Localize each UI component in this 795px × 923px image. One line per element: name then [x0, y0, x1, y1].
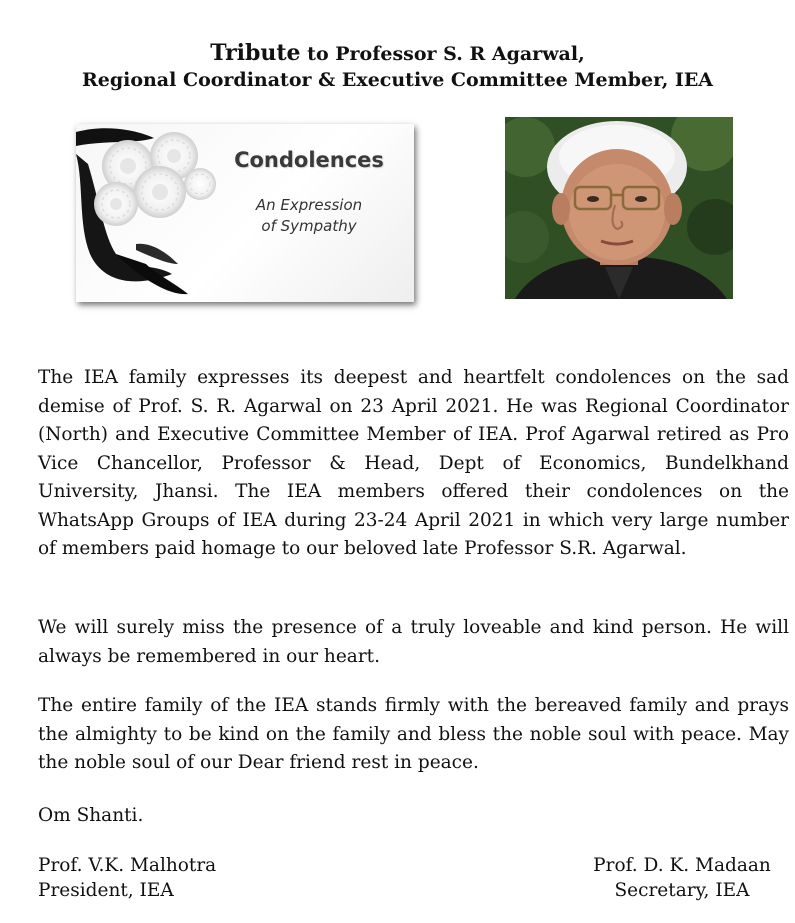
card-title: Condolences	[234, 148, 384, 172]
signature-president	[38, 853, 216, 903]
condolences-card-image	[76, 124, 414, 302]
portrait-photo	[505, 117, 733, 299]
document-title-line2: Regional Coordinator & Executive Committee Member, IEA	[81, 69, 714, 91]
secretary-name: Prof. D. K. Madaan	[593, 855, 771, 876]
closing-line: Om Shanti.	[38, 805, 144, 826]
president-name: Prof. V.K. Malhotra	[38, 855, 217, 876]
title-line1-rest: to Professor S. R Agarwal,	[300, 43, 585, 65]
document-title-line1	[0, 40, 795, 67]
signature-secretary	[582, 853, 782, 903]
card-subtitle-line1: An Expression	[255, 196, 363, 214]
card-subtitle-line2: of Sympathy	[261, 217, 357, 235]
condolence-paragraph-3: The entire family of the IEA stands firmly with the bereaved family and prays the almighty to be kind on the family and bless the noble soul with peace. May the noble soul of our Dear friend rest in peace.	[38, 695, 789, 773]
portrait-illustration	[505, 117, 733, 299]
condolence-paragraph-2: We will surely miss the presence of a truly loveable and kind person. He will always be remembered in our heart.	[38, 617, 789, 667]
president-title: President, IEA	[38, 880, 174, 901]
secretary-title: Secretary, IEA	[614, 880, 750, 901]
condolence-paragraph-1: The IEA family expresses its deepest and heartfelt condolences on the sad demise of Prof. S. R. Agarwal on 23 April 2021. He was Regional Coordinator (North) and Executive Committee Member of IEA. Prof Agarwal retired as Pro Vice Chancellor, Professor & Head, Dept of Economics, Bundelkhand University, Jhansi. The IEA members offered their condolences on the WhatsApp Groups of IEA during 23-24 April 2021 in which very large number of members paid homage to our beloved late Professor S.R. Agarwal.	[38, 367, 789, 559]
title-tribute-word: Tribute	[210, 40, 301, 66]
